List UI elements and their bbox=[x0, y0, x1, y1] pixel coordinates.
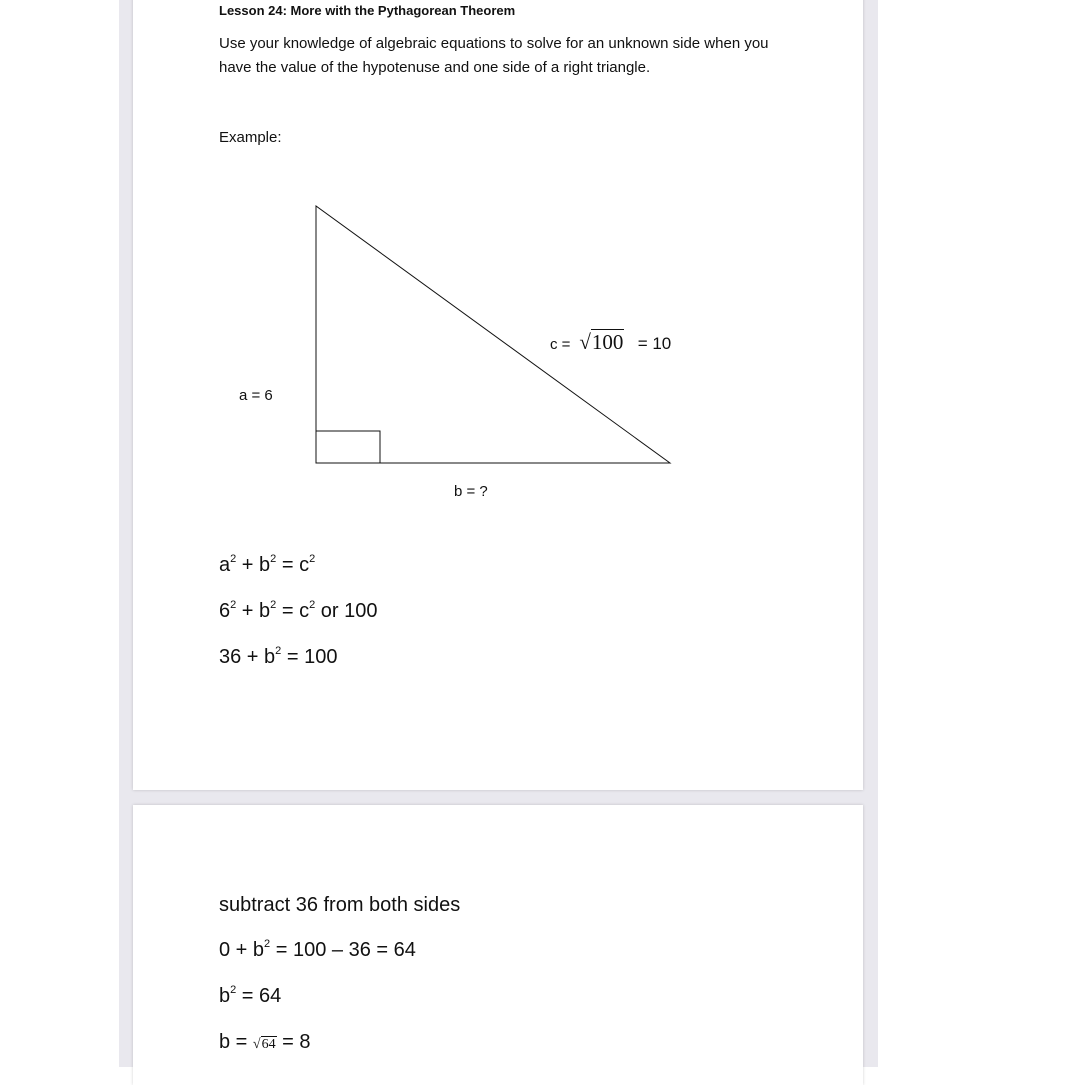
document-page-1 bbox=[133, 0, 863, 790]
sqrt-symbol: √ bbox=[579, 330, 591, 354]
document-page-2 bbox=[133, 805, 863, 1085]
equation-line-3: $36 + b^2 = 100$ bbox=[219, 645, 338, 668]
step-line-2: $0 + b^2 = 100 - 36 = 64$ bbox=[219, 938, 416, 961]
example-label: Example: bbox=[219, 129, 282, 146]
side-a-label: a = 6 bbox=[239, 387, 273, 404]
hypotenuse-prefix: c = bbox=[550, 336, 571, 353]
lesson-title: Lesson 24: More with the Pythagorean Theorem bbox=[219, 3, 516, 18]
hypotenuse-result: = 10 bbox=[637, 334, 672, 353]
hypotenuse-label bbox=[550, 330, 671, 355]
step-line-3: $b^2 = 64$ bbox=[219, 984, 282, 1007]
sqrt-radicand: 100 bbox=[591, 330, 624, 354]
step-line-4: b = √64 = 8 bbox=[219, 1031, 311, 1053]
lesson-intro: Use your knowledge of algebraic equations to solve for an unknown side when you have the value of the hypotenuse and one side of a right triangle. bbox=[219, 35, 769, 76]
sqrt-64-expression: √64 bbox=[252, 1037, 276, 1052]
right-angle-marker bbox=[316, 431, 380, 463]
equation-line-2: $6^2 + b^2 = c^2$ or 100 bbox=[219, 599, 378, 622]
equation-line-1: $a^2 + b^2 = c^2$ bbox=[219, 553, 316, 576]
step-subtract: subtract 36 from both sides bbox=[219, 894, 461, 916]
side-b-label: b = ? bbox=[454, 483, 488, 500]
sqrt-100-expression bbox=[579, 330, 624, 355]
